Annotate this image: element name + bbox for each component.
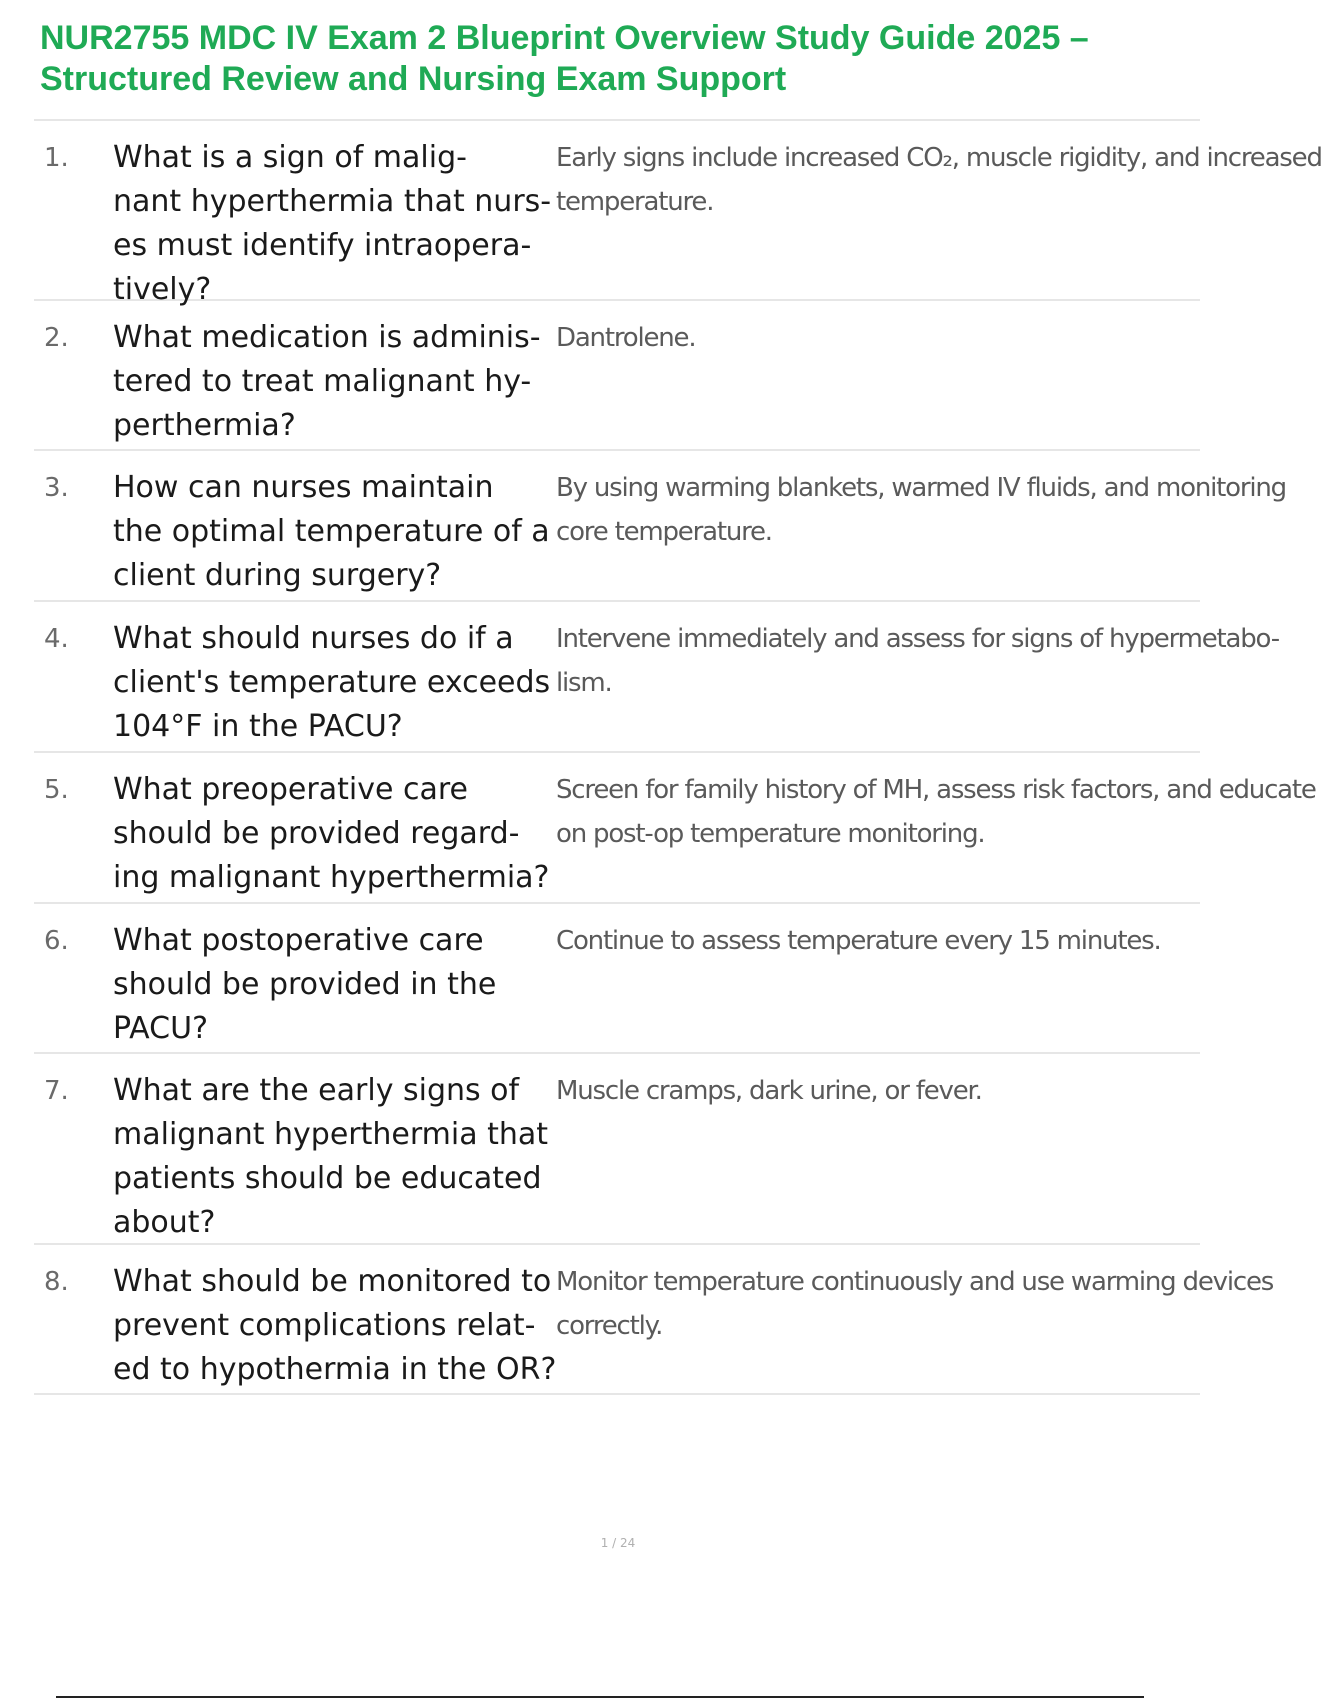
qa-row	[34, 1245, 1274, 1395]
answer-line: Continue to assess temperature every 15 minutes.	[556, 926, 1161, 956]
question-line: the optimal temperature of a	[113, 514, 550, 549]
question-line: PACU?	[113, 1011, 208, 1046]
question-line: What are the early signs of	[113, 1073, 520, 1108]
question-text	[113, 1069, 553, 1245]
answer-line: Intervene immediately and assess for signs of hypermetabo-	[556, 624, 1279, 654]
answer-text	[556, 617, 1279, 705]
qa-row	[34, 1054, 1200, 1245]
question-text	[113, 919, 553, 1051]
question-text	[113, 768, 553, 900]
item-number: 4.	[44, 624, 69, 654]
question-text	[113, 617, 553, 749]
question-line: tively?	[113, 272, 212, 307]
answer-text	[556, 768, 1316, 856]
question-line: client during surgery?	[113, 558, 442, 593]
answer-line: Screen for family history of MH, assess risk factors, and educate	[556, 775, 1316, 805]
answer-line: core temperature.	[556, 517, 772, 547]
question-line: should be provided regard-	[113, 816, 520, 851]
qa-row	[34, 753, 1316, 904]
question-line: What should nurses do if a	[113, 621, 514, 656]
answer-text	[556, 136, 1322, 224]
qa-row	[34, 904, 1200, 1054]
answer-line: Early signs include increased CO₂, muscle rigidity, and increased	[556, 143, 1322, 173]
question-line: ing malignant hyperthermia?	[113, 860, 550, 895]
question-line: perthermia?	[113, 408, 296, 443]
title-line-1: NUR2755 MDC IV Exam 2 Blueprint Overview Study Guide 2025 –	[40, 19, 1089, 57]
question-answer-list	[34, 121, 1322, 1395]
question-line: should be provided in the	[113, 967, 497, 1002]
question-line: What medication is adminis-	[113, 320, 541, 355]
document-title	[40, 18, 1180, 100]
answer-text	[556, 1069, 1196, 1113]
question-line: How can nurses maintain	[113, 470, 494, 505]
item-number: 5.	[44, 775, 69, 805]
question-text	[113, 466, 553, 598]
answer-line: Monitor temperature continuously and use warming devices	[556, 1267, 1274, 1297]
question-line: 104°F in the PACU?	[113, 709, 403, 744]
answer-line: By using warming blankets, warmed IV fluids, and monitoring	[556, 473, 1286, 503]
answer-text	[556, 1260, 1274, 1348]
answer-text	[556, 316, 1196, 360]
item-number: 8.	[44, 1267, 69, 1297]
question-line: patients should be educated	[113, 1161, 542, 1196]
question-line: What is a sign of malig-	[113, 140, 467, 175]
qa-row	[34, 301, 1200, 451]
question-line: ed to hypothermia in the OR?	[113, 1352, 557, 1387]
item-number: 6.	[44, 926, 69, 956]
item-number: 3.	[44, 473, 69, 503]
answer-text	[556, 466, 1286, 554]
answer-text	[556, 919, 1196, 963]
title-line-2: Structured Review and Nursing Exam Support	[40, 60, 787, 98]
question-line: What preoperative care	[113, 772, 468, 807]
question-line: es must identify intraopera-	[113, 228, 532, 263]
question-line: nant hyperthermia that nurs-	[113, 184, 552, 219]
question-text	[113, 136, 553, 312]
qa-row	[34, 602, 1279, 753]
item-number: 2.	[44, 323, 69, 353]
answer-line: lism.	[556, 668, 612, 698]
question-line: prevent complications relat-	[113, 1308, 536, 1343]
question-line: client's temperature exceeds	[113, 665, 551, 700]
bottom-divider	[56, 1696, 1144, 1698]
item-number: 1.	[44, 143, 69, 173]
answer-line: Dantrolene.	[556, 323, 696, 353]
qa-row	[34, 451, 1286, 602]
item-number: 7.	[44, 1076, 69, 1106]
answer-line: correctly.	[556, 1311, 663, 1341]
question-line: malignant hyperthermia that	[113, 1117, 549, 1152]
page-number: 1 / 24	[600, 1536, 636, 1550]
answer-line: on post-op temperature monitoring.	[556, 819, 985, 849]
question-line: What should be monitored to	[113, 1264, 552, 1299]
question-line: about?	[113, 1205, 216, 1240]
question-text	[113, 1260, 557, 1392]
question-line: What postoperative care	[113, 923, 484, 958]
question-line: tered to treat malignant hy-	[113, 364, 532, 399]
answer-line: temperature.	[556, 187, 714, 217]
question-text	[113, 316, 553, 448]
qa-row	[34, 121, 1322, 307]
answer-line: Muscle cramps, dark urine, or fever.	[556, 1076, 982, 1106]
